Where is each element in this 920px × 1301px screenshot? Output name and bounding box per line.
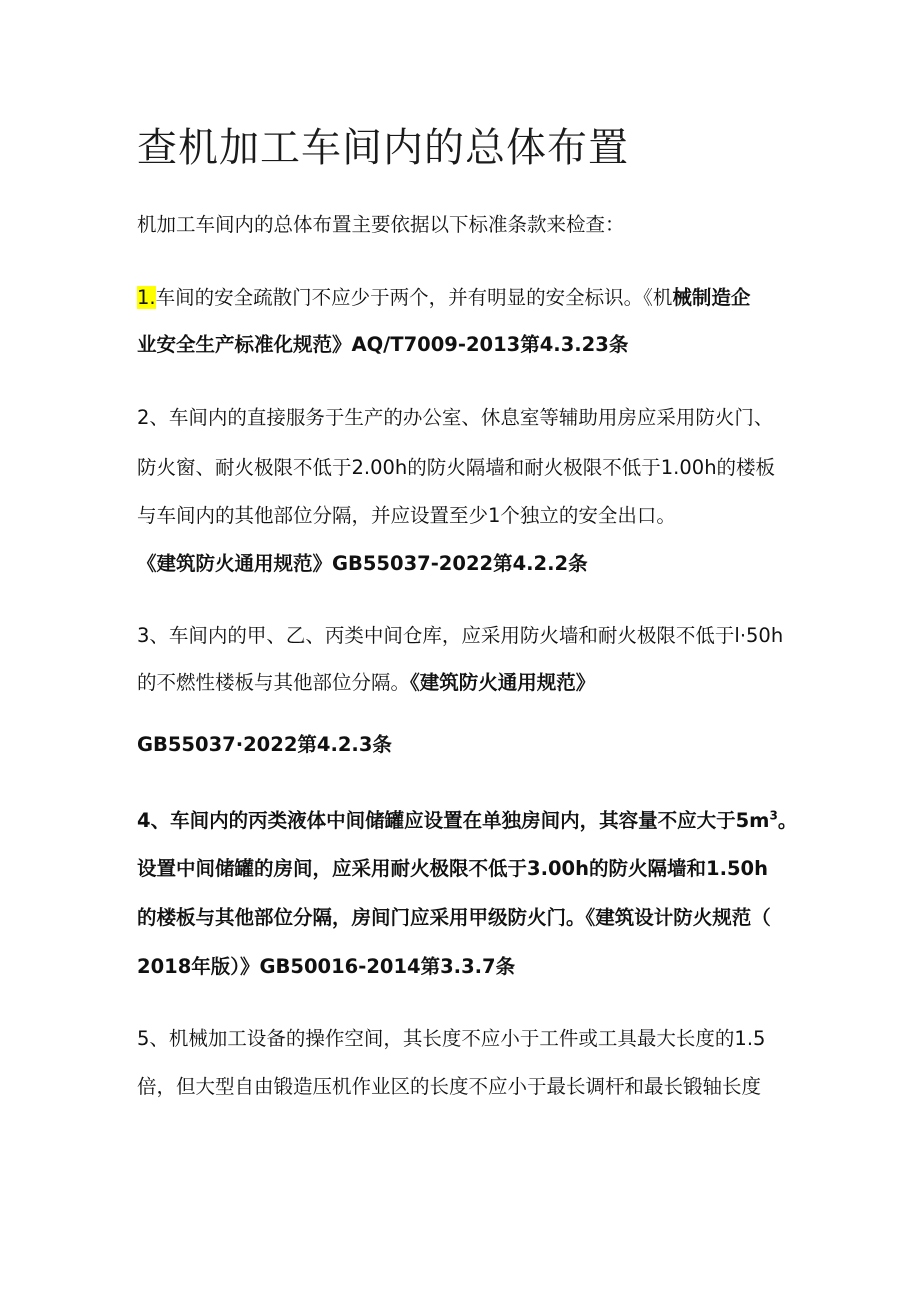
item4-text: 4、车间内的丙类液体中间储罐应设置在单独房间内，其容量不应大于5m <box>137 809 770 832</box>
page-title: 查机加工车间内的总体布置 <box>137 125 629 171</box>
item4-line3: 的楼板与其他部位分隔，房间门应采用甲级防火门。《建筑设计防火规范（ <box>137 906 771 929</box>
item2-line1: 2、车间内的直接服务于生产的办公室、休息室等辅助用房应采用防火门、 <box>137 406 774 429</box>
item1-number-highlight: 1. <box>137 286 156 309</box>
item4-line2: 设置中间储罐的房间，应采用耐火极限不低于3.00h的防火隔墙和1.50h <box>137 857 768 880</box>
item4-superscript: 3 <box>769 808 778 823</box>
item3-ref-start: 《建筑防火通用规范》 <box>410 671 596 694</box>
item1-ref-start: 械制造企 <box>672 286 751 309</box>
item5-line2: 倍，但大型自由锻造压机作业区的长度不应小于最长调杆和最长锻轴长度 <box>137 1075 762 1098</box>
item3-reference: GB55037·2022第4.2.3条 <box>137 733 392 756</box>
item3-line2 <box>137 669 595 697</box>
item3-line1: 3、车间内的甲、乙、丙类中间仓库，应采用防火墙和耐火极限不低于l·50h <box>137 624 784 647</box>
item1-reference: 业安全生产标准化规范》AQ/T7009-2013第4.3.23条 <box>137 333 629 356</box>
item4-reference: 2018年版）》GB50016-2014第3.3.7条 <box>137 955 516 978</box>
item1-text: 车间的安全疏散门不应少于两个，并有明显的安全标识。《机 <box>155 286 673 309</box>
item2-line3: 与车间内的其他部位分隔，并应设置至少1个独立的安全出口。 <box>137 504 676 527</box>
item5-line1: 5、机械加工设备的操作空间，其长度不应小于工件或工具最大长度的1.5 <box>137 1027 766 1050</box>
item2-line2: 防火窗、耐火极限不低于2.00h的防火隔墙和耐火极限不低于1.00h的楼板 <box>137 456 776 479</box>
intro-paragraph: 机加工车间内的总体布置主要依据以下标准条款来检查： <box>137 213 625 236</box>
item1-line1 <box>137 284 750 312</box>
item4-line1 <box>137 807 797 835</box>
item3-text: 的不燃性楼板与其他部位分隔。 <box>137 671 411 694</box>
item4-period: 。 <box>777 809 798 832</box>
item2-reference: 《建筑防火通用规范》GB55037-2022第4.2.2条 <box>137 552 588 575</box>
